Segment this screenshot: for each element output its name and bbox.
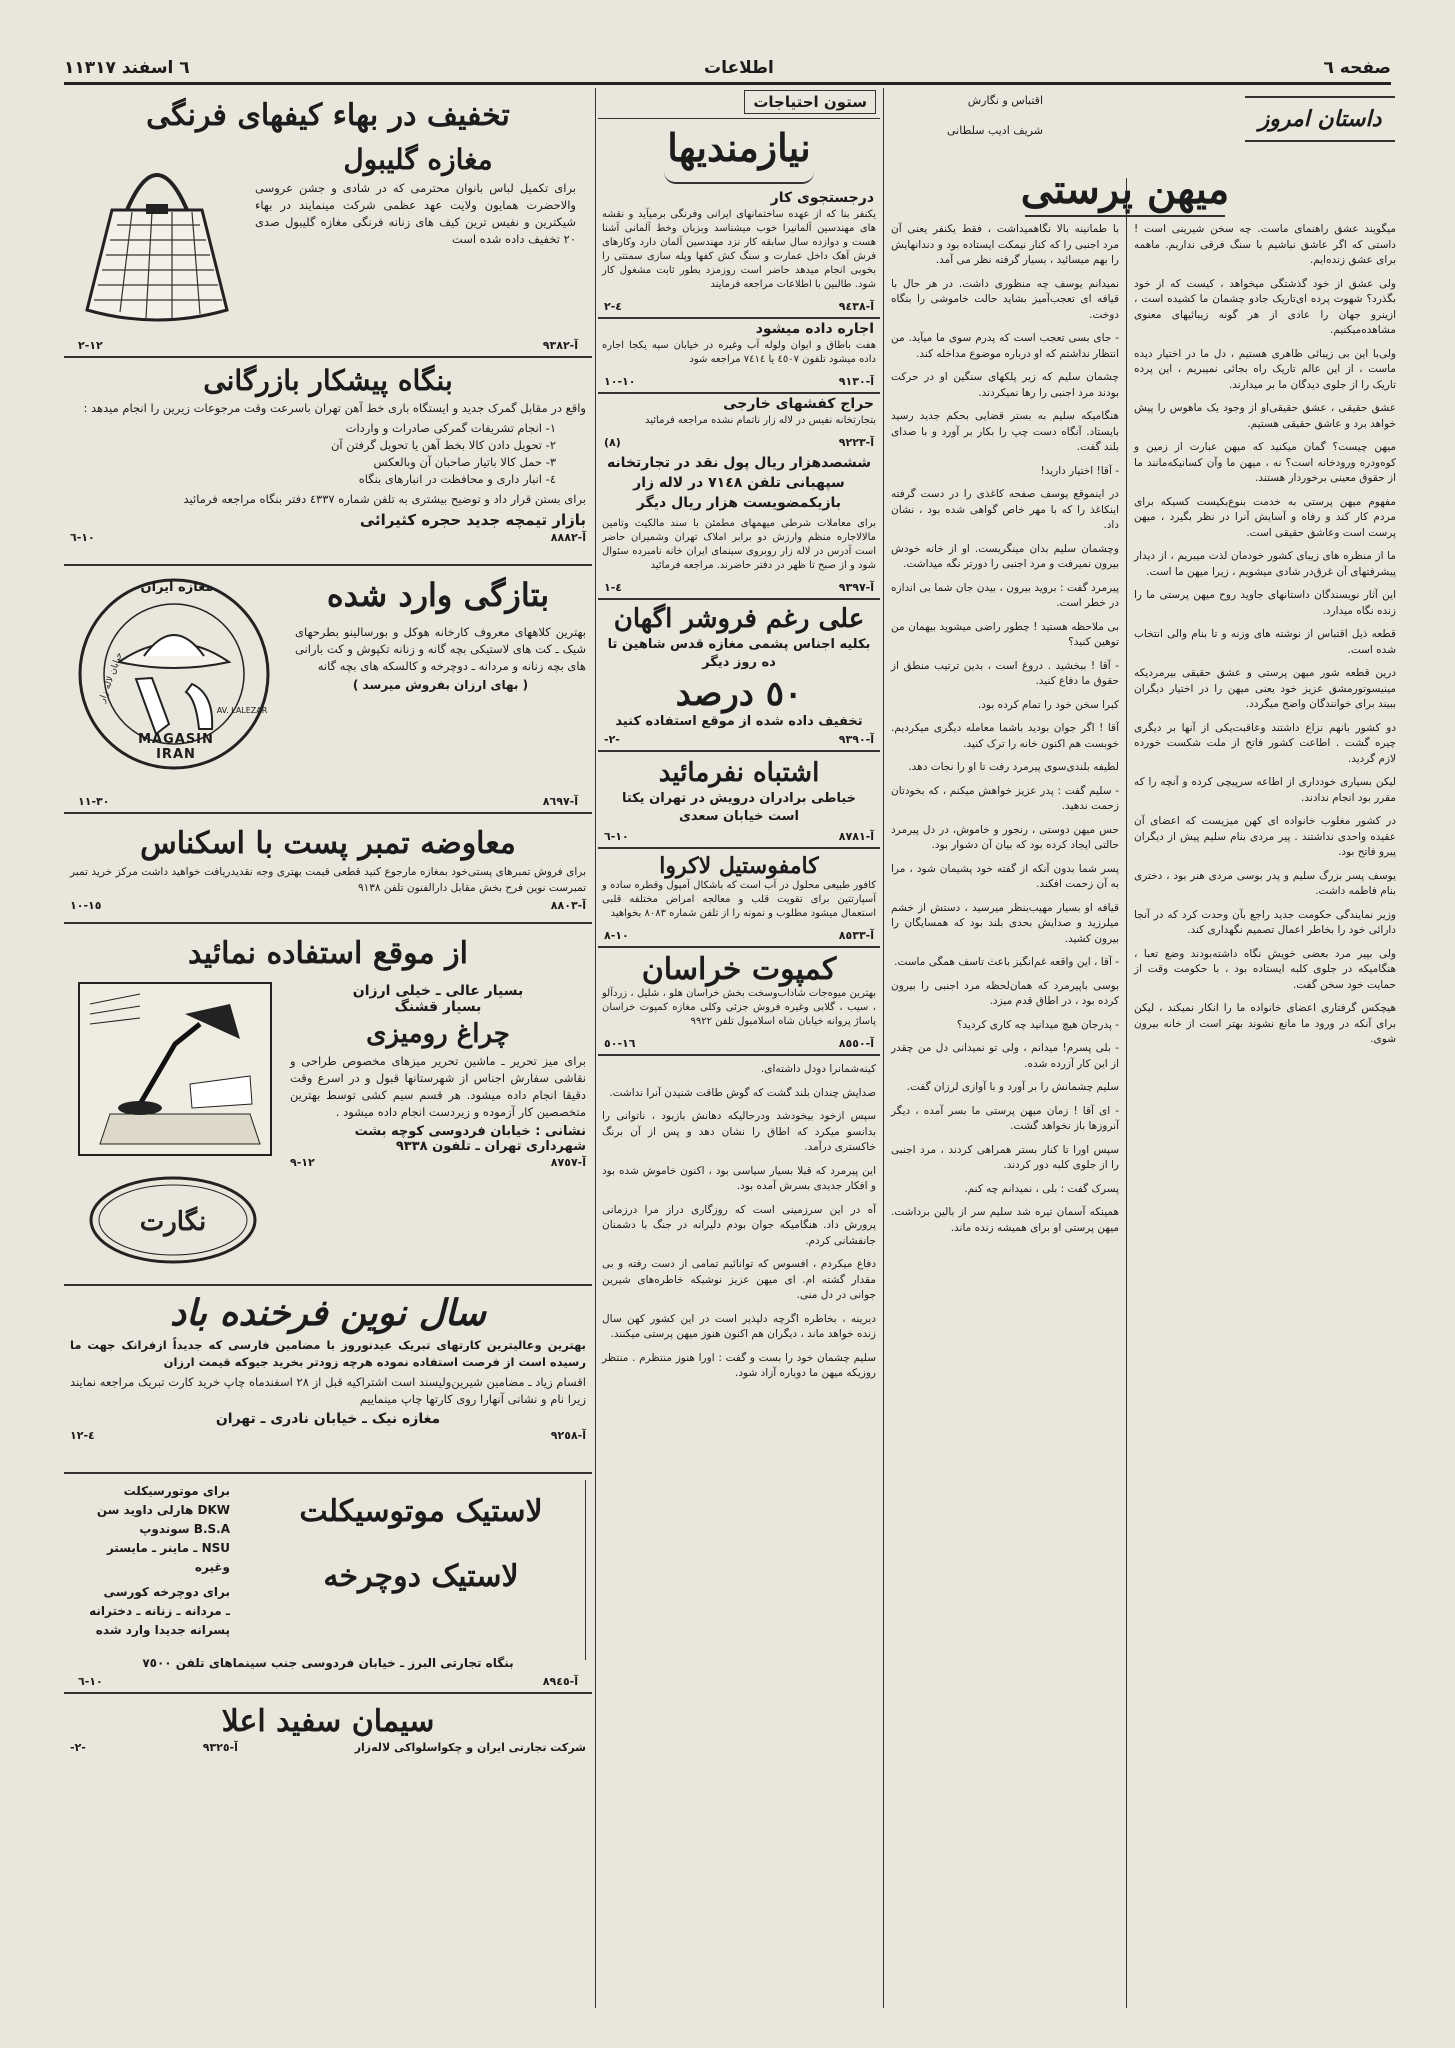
story-paragraph: سلیم چشمان خود را بست و گفت : اورا هنوز منتظرم . منتظر روزیکه میهن ما دوباره آزاد شود.	[602, 1351, 876, 1379]
story-paragraph: درین قطعه شور میهن پرستی و عشق حقیقی بیرمردیکه مینیسوتورمشق عزیز خود یعنی میهن را در اختیار دیگران ببیند برای خوانندگان واضح میگردد.	[1134, 667, 1396, 710]
story-paragraph: - جای بسی تعجب است که پدرم سوی ما میآید. من انتظار نداشتم که او درباره موضوع مداخله کند.	[891, 332, 1119, 360]
ad-ref: آ-٨٥٣٣ ١٠-٨	[604, 929, 874, 942]
section-label: ستون احتیاجات	[744, 90, 876, 114]
classified-text: کافور طبیعی محلول در آب است که باشکال آمپول وقطره ساده و آسپارتتین برای تقویت قلب و معالجه امراض مختلفه قلبی استعمال میشود مطلوب و نمونه را از تلفن شماره ٨٠٨٣ بخواهید	[602, 880, 876, 919]
story-paragraph: کبرا سخن خود را تمام کرده بود.	[977, 698, 1119, 711]
ad-ref: آ-٨٧٨١ ١٠-٦	[604, 830, 874, 843]
story-paragraph: - پدرجان هیچ میدانید چه کاری کردید؟	[956, 1018, 1119, 1031]
story-title: میهن پرستی	[890, 166, 1360, 217]
ad-note: ( بهای ارزان بفروش میرسد )	[352, 678, 529, 692]
story-column-1	[1130, 222, 1400, 2008]
tires-ad	[64, 1474, 592, 1694]
ad-ref: شرکت تجارتی ایران و چکواسلواکی لاله‌زار آ-٩٣٢٥ -٢-	[70, 1741, 586, 1754]
logo-sub: خیابان لاله زار	[97, 651, 125, 704]
hats-ad	[64, 566, 592, 814]
ad-ref: آ-٩٣٩٠ -٢-	[604, 733, 874, 746]
sale-subtitle: بکلیه اجناس پشمی مغازه قدس شاهین تا ده روز دیگر	[607, 637, 871, 670]
camphor-title: کامفوستیل لاکروا	[659, 853, 819, 879]
story-paragraph: میگویند عشق راهنمای ماست. چه سخن شیرینی است ! داستی که اگر عاشق نباشیم با سنگ فرقی نداریم. ماهمه برای عشق زنده‌ایم.	[1134, 223, 1396, 266]
story-paragraph: در اینموقع یوسف صفحه کاغذی را در دست گرفته اینکاغذ را که با مهر خاص گواهی شده بود ، نشان داد.	[891, 488, 1119, 531]
story-paragraph: ما از منظره های زیبای کشور خودمان لذت میبریم ، از دیدار پیشرفتهای آن غرق‌در شادی میشویم ، زیرا میهن ما است.	[1134, 550, 1396, 578]
title-flourish	[664, 172, 814, 184]
classified-text: هفت باطاق و ایوان ولوله آب وغیره در خیابان سپه یکجا اجاره داده میشود تلفون ٤٥٠٧ یا ٧٤١٤ مراجعه شود	[602, 340, 876, 365]
ad-address: نشانی : خیابان فردوسی کوچه بشت	[354, 1124, 586, 1139]
ad-text: برای بستن قرار داد و توضیح بیشتری به تلفن شماره ٤٣٣٧ دفتر بنگاه مراجعه فرمائید	[183, 492, 586, 506]
story-paragraph: مفهوم میهن پرستی به خدمت بنوع‌بکیست کسیکه برای مردم کار کند و رفاه و آسایش آنرا در نظر بگیرد ، میهن پرست است وعاشق حقیقی است.	[1134, 495, 1396, 539]
story-paragraph: بوسی باپیرمرد که همان‌لحظه مرد اجنبی را بیرون کرده بود ، در اطاق قدم میزد.	[891, 979, 1119, 1007]
shop-name: مغازه گلیبول	[343, 143, 493, 176]
ad-address: بنگاه تجارتی البرز ـ خیابان فردوسی جنب سینماهای تلفن ٧٥٠٠	[142, 1656, 514, 1670]
column-rule	[1126, 178, 1127, 2008]
desk-lamp-ad	[64, 924, 592, 1286]
story-paragraph: بی ملاحظه هستید ! چطور راضی میشوید بیهمان من توهین کنید؟	[891, 620, 1119, 648]
ad-title: لاستیک موتوسیکلت	[299, 1494, 543, 1529]
story-paragraph: میهن چیست؟ گمان میکنید که میهن عبارت از زمین و کوه‌ودره ورودخانه است؟ نه ، میهن ما وآن کسانیکه‌مانند ما از حقوق معینی برخوردار هستند.	[1134, 441, 1396, 484]
story-paragraph: آه در این سرزمینی است که روزگاری دراز مرا درزمانی پرورش داد. هنگامیکه جوان بودم دلیرانه در جنگ با دشمنان جانفشانی کردم.	[602, 1203, 876, 1247]
ad-title: بنگاه پیشکار بازرگانی	[203, 364, 453, 397]
story-paragraph: با طمانینه بالا نگاهمیداشت ، فقط یکنفر یعنی آن مرد اجنبی را که کنار نیمکت ایستاده بود و دندانهایش را بهم میسائید ، بسیار گرفته نظر می آمد.	[891, 223, 1119, 266]
ad-text: برای تکمیل لباس بانوان محترمی که در شادی و جشن عروسی والاحضرت همایون ولایت عهد عظمی شرکت مینمایند در بهاء شیکترین و نفیس ترین کیف های زنانه فرنگی مغازه گلیبول صدی ٢٠ تخفیف داده شده است	[255, 181, 576, 246]
ad-tagline: بسیار عالی ـ خیلی ارزان	[352, 983, 524, 999]
story-paragraph: وزیر نمایندگی حکومت جدید راجع بآن وحدت کرد که در آنجا دارائی خود را بخاطر اعمال تصمیم نگهداری کند.	[1134, 908, 1396, 936]
story-paragraph: - آقا! اختیار دارید!	[1040, 464, 1119, 477]
story-paragraph: پسر شما بدون آنکه از گفته خود پشیمان شود ، مرا به آن زحمت افکند.	[891, 862, 1119, 890]
story-paragraph: هنگامیکه سلیم به بستر قضایی بحکم جدید رسید بایستاد. آنگاه دست چپ را بکار بر آورد و با صدای بلند گفت.	[891, 410, 1119, 453]
ad-address: شهرداری تهران ـ تلفون ٩٣٣٨	[395, 1139, 586, 1154]
classified-text: برای معاملات شرطی میهمهای مطمئن با سند مالکیت وتامین مالالاجاره منظم وارزش دو برابر املاک تهران وشمیران حاضر است آدرس در لاله زار روبروی سینمای ایران خانه نامبرده سئوال شود و از صبح تا ظهر در دفتر حاضرند. مراجعه فرمائید	[602, 518, 876, 571]
story-paragraph: در کشور مغلوب خانواده ای کهن میزیست که اعضای آن عقیده واحدی نداشتند . پیر مردی بنام سلیم پیش از دیگران پیرو فاتح بود.	[1134, 815, 1396, 858]
trade-agency-ad	[64, 358, 592, 566]
compote-title: کمپوت خراسان	[641, 952, 837, 987]
tailor-text: خیاطی برادران درویش در تهران یکتا است خیابان سعدی	[621, 791, 857, 824]
story-paragraph: چشمان سلیم که زیر پلکهای سنگین او در حرکت بودند مرد اجنبی را رها نمیکردند.	[891, 371, 1119, 399]
ad-text: بهترین وعالیترین کارتهای تبریک عیدنوروز با مضامین فارسی که جدیداً ازفرانک جهت ما رسیده است از فرصت استفاده نموده هرچه زودتر بخرید جیوکه قیمت ارزان	[70, 1338, 586, 1369]
classified-text: بتجارتخانه نفیس در لاله زار ناتمام نشده مراجعه فرمائید	[644, 415, 876, 426]
story-paragraph: - ای آقا ! زمان میهن پرستی ما بسر آمده ، دیگر آنروزها باز نخواهد گشت.	[891, 1104, 1119, 1132]
story-paragraph: این پیرمرد که قبلا بسیار سیاسی بود ، اکنون خاموش شده بود و افکار جدیدی بسرش آمده بود.	[602, 1164, 876, 1192]
story-paragraph: کینه‌شمانرا دودل داشته‌ای.	[760, 1063, 876, 1075]
sub-heading: حراج کفشهای خارجی	[723, 396, 874, 412]
newspaper-name: اطلاعات	[704, 58, 774, 78]
ad-ref: آ-٩١٣٠ ١٠-١٠	[604, 375, 874, 388]
ad-text: بهترین کلاههای معروف کارخانه هوکل و بورسالینو بطرحهای شیک ـ کت های لاستیکی بچه گانه و زنانه تکپوش و کت بارانی های بچه زنانه و مردانه ـ دوچرخه و کالسکه های بچه گانه	[295, 625, 586, 673]
ad-ref: آ-٨٨٨٢ ١٠-٦	[70, 531, 586, 544]
story-paragraph: سپس ازخود بیخودشد ودرحالیکه دهانش بازبود ، ناتوانی را بدانسو میکرد که اطاق را نشان دهد و پس از آن برنگ خاکستری درآمد.	[602, 1110, 876, 1153]
story-paragraph: ولی عشق از خود گذشتگی میخواهد ، کیست که از خود بگذرد؟ شهوت پرده ای‌تاریک جادو چشمان ما کشیده است ، ازینرو جهان را عادی از هر گونه زیبائیهای معنوی مشاهده‌میکنیم.	[1134, 277, 1396, 336]
ad-title: لاستیک دوچرخه	[323, 1559, 519, 1594]
story-paragraph: ولی‌با این بی زیبائی ظاهری هستیم ، دل ما در اختیار دیده ماست ، از این عالم تاریک راه بجائی نمیبریم ، این پرده تاریک را از جلوی دیدگان ما بر میدارند.	[1134, 347, 1396, 391]
story-paragraph: یوسف پسر بزرگ سلیم و پدر بوسی مردی هنر بود ، دختری بنام فاطمه داشت.	[1134, 869, 1396, 897]
ad-ref: آ-٨٦٩٧ ٣٠-١١	[78, 795, 578, 808]
story-credit: اقتباس و نگارش شریف ادیب سلطانی	[946, 94, 1043, 137]
ad-text: واقع در مقابل گمرک جدید و ایستگاه باری خط آهن تهران باسرعت وقت مرجوعات زیرین را انجام میدهد :	[83, 401, 586, 415]
ads-column	[64, 88, 592, 2008]
story-paragraph: دیرینه ، بخاطره اگرچه دلپذیر است در این کشور کهن سال زنده خواهد ماند ، دیگران هم اکنون هنوز میهن پرستی میکنند.	[602, 1312, 876, 1340]
logo-text: مغازه ایران	[140, 580, 214, 595]
classified-text: بهترین میوه‌جات شاداب‌وسخت بخش خراسان هلو ، شلیل ، زردآلو ، سیب ، گلابی وغیره فروش جزئی وکلی مغازه کمپوت خراسان پاساژ پروانه خیابان شاه اسلامبول تلفن ٩٩٢٢	[602, 988, 876, 1027]
story-paragraph: - آقا ، این واقعه غم‌انگیز باعث تاسف همگی ماست.	[894, 956, 1119, 968]
ad-title: تخفیف در بهاء کیفهای فرنگی	[146, 98, 510, 133]
ad-ref: آ-٨٩٤٥ ١٠-٦	[78, 1675, 578, 1688]
story-paragraph: حس میهن دوستی ، رنجور و خاموش، در دل پیرمرد حالتی ایجاد کرده بود که بیان آن دشوار بود.	[891, 823, 1119, 851]
story-paragraph: وچشمان سلیم بدان مینگریست. او از خانه خودش بیرون نمیرفت و مرد اجنبی را دورتر نگه میداشت.	[891, 542, 1119, 570]
page-header	[64, 56, 1391, 85]
tires-sidebar: برای موتورسیکلت DKW هارلی داوید سن B.S.A سوندوپ NSU ـ ماینر ـ مایستر وغیره برای دوچرخه کورسی ـ مردانه ـ زنانه ـ دخترانه پسرانه جدیدا وارد شده	[89, 1484, 230, 1637]
story-paragraph: صدایش چندان بلند گشت که گوش طاقت شنیدن آنرا نداشت.	[609, 1086, 876, 1099]
story-paragraph: هیچکس گرفتاری اعضای خانواده ما را انکار نمیکند ، لیکن برای آنکه در ورود ما مانع نشوند بهتر است از خانه بیرون شوی.	[1134, 1002, 1396, 1045]
logo-latin: MAGASIN IRAN	[138, 732, 214, 762]
ad-text: برای فروش تمبرهای پستی‌خود بمغازه مارجوع کنید قطعی قیمت بهتری وجه نقدیدریافت خواهید داشت مرکز خرید تمبر تمبرست نوین فرح بخش مقابل دارالفنون تلفن ٩١٣٨	[70, 866, 586, 894]
story-paragraph: - سلیم گفت : پدر عزیز خواهش میکنم ، که بخودتان زحمت ندهید.	[891, 784, 1119, 812]
handbag-ad	[64, 88, 592, 358]
lamp-illustration	[78, 982, 272, 1156]
story-paragraph: پیرمرد گفت : بروید بیرون ، بیدن جان شما بی اندازه در خطر است.	[891, 581, 1119, 609]
column-rule	[883, 88, 884, 2008]
service-item: ٢- تحویل دادن کالا بخط آهن یا تحویل گرفتن آن	[330, 438, 556, 452]
issue-date: ۱٦ اسفند ۱۳۱۷	[64, 58, 190, 78]
ad-ref: آ-٨٥٥٠ ١٦-٥٠	[604, 1037, 874, 1050]
ad-ref: آ-٨٧٥٧ ١٢-٩	[290, 1156, 586, 1169]
ad-tagline: بسیار قشنگ	[394, 999, 482, 1015]
classifieds-column	[598, 88, 880, 2008]
negaresh-stamp	[88, 1174, 258, 1266]
stamp-exchange-ad	[64, 814, 592, 924]
sale-note: تخفیف داده شده از موقع استفاده کنید	[615, 714, 863, 729]
ad-ref: آ-٩٣٨٢ ١٢-٢	[78, 339, 578, 352]
ad-title: از موقع استفاده نمائید	[188, 936, 468, 971]
story-paragraph: قطعه ذیل اقتباس از نوشته های وزنه و تا بنام والی انتخاب شده است.	[1134, 628, 1396, 656]
cement-ad	[64, 1694, 592, 1780]
ad-address: مغازه نیک ـ خیابان نادری ـ تهران	[215, 1411, 441, 1427]
tailor-title: اشتباه نفرمائید	[658, 758, 820, 788]
ad-ref: آ-٨٨٠٣ ١٥-١٠	[70, 899, 586, 912]
classifieds-title: نیازمندیها	[667, 125, 811, 170]
story-paragraph: دو کشور بانهم نزاع داشتند وعاقبت‌یکی از آنها بر دیگری چیره گشت . اطاعت کشور فاتح از ملت شکست خورده لازم گردید.	[1134, 721, 1396, 765]
story-paragraph: عشق حقیقی ، عشق حقیقی‌او از وجود یک ماهوس را پیش خواهد برد و عاشق حقیقی هستیم.	[1134, 402, 1396, 430]
logo-av: AV. LALEZAR	[216, 706, 268, 715]
ad-ref: آ-٩٤٣٨ ٤-٢	[604, 300, 874, 313]
handbag-illustration	[72, 140, 242, 330]
story-paragraph: لطیفه بلندی‌سوی پیرمرد رفت تا او را نجات دهد.	[908, 761, 1119, 773]
service-item: ٣- حمل کالا باتیار صاحبان آن وبالعکس	[373, 455, 556, 469]
ad-ref: آ-٩٣٩٧ ٤-١	[604, 581, 874, 594]
stamp-text: نگارت	[139, 1207, 207, 1237]
ad-title: بتازگی وارد شده	[326, 576, 550, 614]
classified-text: یکنفر بنا که از عهده ساختمانهای ایرانی وفرنگی برمیآید و نقشه های مهندسین آلمانیرا خوب میشناسد وبزبان وخط آلمانی آشنا هست و دوازده سال سابقه کار نزد مهندسین آلمان دارد وکارهای فرش آهک داخل عمارت و سنگ کش کفها وپله سازی سمنتی را بخوبی انجام میدهد حاضر است روزمزد بطور ثابت مشغول کار شود. طالبین با اطلاعات مراجعه فرمایند	[602, 209, 876, 290]
ad-text: برای میز تحریر ـ ماشین تحریر میزهای مخصوص طراحی و نقاشی سفارش اجناس از شهرستانها قبول و در اسرع وقت دقیقا انجام داده میشود. هر قسم سیم کشی توسط بهترین متخصصین کار آزموده و زیردست انجام داده میشود .	[290, 1054, 586, 1119]
sub-heading: درجستجوی کار	[770, 190, 874, 206]
story-paragraph: ولی بپیر مرد بعضی خویش نگاه داشته‌بودند وضع تعبا ، هنگامیکه در جلوی کلبه ایستاده بود ، با حکومت وقت از حمایت خود سخن گفت.	[1134, 947, 1396, 991]
story-paragraph: پسرک گفت : بلی ، نمیدانم چه کنم.	[964, 1182, 1119, 1195]
page-number: صفحه ٦	[1323, 58, 1391, 78]
story-column-2	[887, 222, 1123, 2008]
story-paragraph: دفاع میکردم ، افسوس که توانائیم تمامی از دست رفته و بی مقدار گشته ام. ای میهن عزیز نوشیکه خاطره‌های شیرین جوانی در دل منی.	[602, 1258, 876, 1301]
ad-ref: آ-٩٢٥٨ ٤-١٢	[70, 1429, 586, 1442]
cash-notice: ششصدهزار ریال پول نقد در تجارتخانه سپهبانی تلفن ٧١٤٨ در لاله زار بازیکمضویست هزار ریال دیگر	[606, 455, 872, 511]
story-series-banner: داستان امروز	[1245, 96, 1395, 142]
ad-title: معاوضه تمبر پست با اسکناس	[140, 826, 516, 861]
service-item: ٤- انبار داری و محافظت در انبارهای بنگاه	[358, 472, 556, 486]
ad-title: سیمان سفید اعلا	[221, 1704, 435, 1739]
sale-title: علی رغم فروشر اگهان	[613, 604, 865, 634]
story-paragraph: نمیدانم یوسف چه منظوری داشت. در هر حال با قیافه ای تعجب‌آمیز بشاید حالت خاموشی را بنگاه دوخت.	[891, 277, 1119, 321]
story-paragraph: سلیم چشمانش را بر آورد و با آوازی لرزان گفت.	[906, 1081, 1119, 1093]
story-paragraph: - بلی پسرم! میدانم ، ولی تو نمیدانی دل من چقدر از این کار آزرده شده.	[891, 1042, 1119, 1070]
ad-text: اقسام زیاد ـ مضامین شیرین‌ولیسند است اشتراکیه قبل از ٢٨ اسفندماه چاپ خرید کارت تبریک مراجعه نمایند زیرا نام و نشانی آنهارا روی کارتها چاپ مینماییم	[70, 1375, 586, 1406]
sub-heading: اجاره داده میشود	[755, 321, 874, 337]
product-name: چراغ رومیزی	[366, 1019, 510, 1049]
story-paragraph: آقا ! اگر جوان بودید باشما معامله دیگری میکردیم. خوبست هم اکنون خانه را ترک کنید.	[891, 722, 1119, 750]
column-rule	[595, 88, 596, 2008]
ad-title: سال نوین فرخنده باد	[170, 1292, 486, 1334]
service-item: ١- انجام تشریفات گمرکی صادرات و واردات	[345, 421, 556, 435]
new-year-cards-ad	[64, 1286, 592, 1474]
ad-ref: آ-٩٢٢٣ (٨)	[604, 436, 874, 449]
story-paragraph: همینکه آسمان تیره شد سلیم سر از بالین برداشت. میهن پرستی او برای همیشه زنده ماند.	[891, 1206, 1119, 1234]
story-paragraph: قیافه او بسیار مهیب‌بنظر میرسید ، دستش از خشم میلرزید و صدایش بحدی بلند بود که همسایگان را بیرون کشید.	[891, 901, 1119, 945]
sale-percent: ٥٠ درصد	[675, 674, 803, 714]
story-paragraph: - آقا ! ببخشید . دروغ است ، بدین ترتیب منطق از حقوق ما دفاع کنید.	[891, 659, 1119, 687]
story-paragraph: این آثار نویسندگان داستانهای جاوید روح میهن پرستی ما را زنده نگاه میدارد.	[1134, 589, 1396, 617]
ad-address: بازار تیمچه جدید حجره کثیرائی	[359, 511, 586, 529]
story-paragraph: لیکن بسیاری خودداری از اطاعه سرپیچی کرده و آنچه را که مقرر بود انجام ندادند.	[1134, 776, 1396, 804]
story-paragraph: سپس اورا تا کنار بستر همراهی کردند ، مرد اجنبی را از جلوی کلبه دور کردند.	[891, 1143, 1119, 1171]
